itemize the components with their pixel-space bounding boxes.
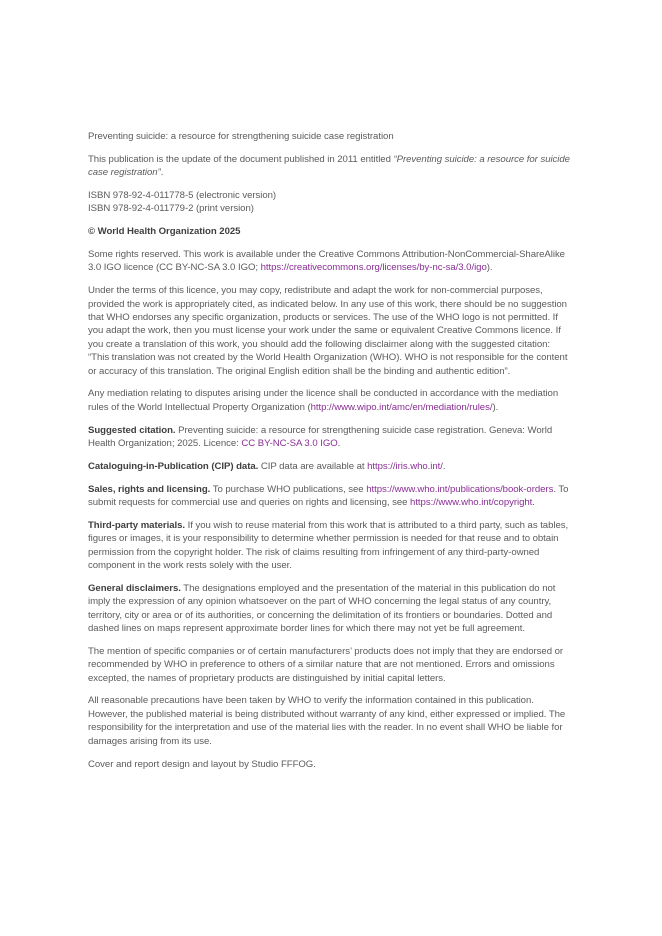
copyright-link[interactable]: https://www.who.int/copyright (410, 497, 533, 509)
update-end: . (160, 167, 164, 179)
general-disclaimers-paragraph (88, 582, 572, 636)
mediation-end: ). (492, 401, 499, 413)
rights-end: ). (486, 262, 493, 274)
cip-text: CIP data are available at (258, 460, 368, 472)
citation-text: Preventing suicide: a resource for strengthening suicide case registration. Geneva: World Health Organization; 2025. Licence: (88, 424, 553, 450)
isbn-electronic: ISBN 978-92-4-011778-5 (electronic version) (88, 190, 277, 201)
sales-text: To purchase WHO publications, see (210, 483, 367, 495)
page-content (88, 130, 572, 780)
sales-paragraph (88, 483, 572, 510)
third-party-text: If you wish to reuse material from this work that is attributed to a third party, such as tables, figures or images, it is your responsibility to determine whether permission is needed for that reuse and to obtain permission from the copyright holder. The risk of claims resulting from infringement of any third-party-owned component in the work rests solely with the user. (88, 519, 569, 572)
sales-end: . (532, 497, 535, 509)
design-credit: Cover and report design and layout by Studio FFFOG. (88, 758, 316, 770)
rights-paragraph (88, 248, 572, 275)
suggested-citation-label: Suggested citation. (88, 424, 176, 436)
iris-link[interactable]: https://iris.who.int/ (367, 460, 443, 472)
creative-commons-link[interactable]: https://creativecommons.org/licenses/by-nc-sa/3.0/igo (260, 262, 487, 274)
cip-paragraph (88, 460, 572, 473)
cip-end: . (442, 460, 446, 472)
wipo-mediation-link[interactable]: http://www.wipo.int/amc/en/mediation/rules/ (310, 401, 493, 413)
suggested-citation-paragraph (88, 424, 572, 451)
mention-paragraph: The mention of specific companies or of certain manufacturers’ products does not imply that they are endorsed or recommended by WHO in preference to others of a similar nature that are not mentioned. Errors and omissions excepted, the names of proprietary products are distinguished by initial capital letters. (88, 645, 564, 684)
general-disclaimers-label: General disclaimers. (88, 582, 181, 594)
mediation-text: Any mediation relating to disputes arising under the licence shall be conducted in accordance with the mediation rules of the World Intellectual Property Organization ( (88, 388, 559, 413)
update-note (88, 153, 572, 180)
licence-link[interactable]: CC BY-NC-SA 3.0 IGO (241, 438, 338, 450)
licence-terms-paragraph: Under the terms of this licence, you may copy, redistribute and adapt the work for non-commercial purposes, provided the work is appropriately cited, as indicated below. In any use of this work, there should be no suggestion that WHO endorses any specific organization, products or services. The use of the WHO logo is not permitted. If you adapt the work, then you must license your work under the same or equivalent Creative Commons licence. If you create a translation of this work, you should add the following disclaimer along with the suggested citation: “This translation was not created by the World Health Organization (WHO). WHO is not responsible for the content or accuracy of this translation. The original English edition shall be the binding and authentic edition”. (88, 285, 568, 377)
sales-text-2: . To submit requests for commercial use and queries on rights and licensing, see (88, 483, 569, 509)
sales-label: Sales, rights and licensing. (88, 483, 211, 495)
mediation-paragraph (88, 387, 572, 414)
rights-text: Some rights reserved. This work is available under the Creative Commons Attribution-NonCommercial-ShareAlike 3.0 IGO licence (CC BY-NC-SA 3.0 IGO; (88, 249, 565, 274)
isbn-print: ISBN 978-92-4-011779-2 (print version) (88, 203, 254, 215)
previous-edition-title: “Preventing suicide: a resource for suicide case registration” (88, 153, 570, 179)
document-title-line: Preventing suicide: a resource for strengthening suicide case registration (88, 131, 394, 142)
third-party-paragraph (88, 519, 572, 573)
citation-end: . (337, 438, 341, 450)
cip-label: Cataloguing-in-Publication (CIP) data. (88, 460, 259, 472)
update-text: This publication is the update of the document published in 2011 entitled (88, 153, 394, 165)
book-orders-link[interactable]: https://www.who.int/publications/book-orders (366, 483, 554, 495)
general-disclaimers-text: The designations employed and the presentation of the material in this publication do not imply the expression of any opinion whatsoever on the part of WHO concerning the legal status of any country, territory, city or area or of its authorities, or concerning the delimitation of its frontiers or boundaries. Dotted and dashed lines on maps represent approximate border lines for which there may not yet be full agreement. (88, 582, 556, 635)
precautions-paragraph: All reasonable precautions have been taken by WHO to verify the information contained in this publication. However, the published material is being distributed without warranty of any kind, either expressed or implied. The responsibility for the interpretation and use of the material lies with the reader. In no event shall WHO be liable for damages arising from its use. (88, 695, 566, 747)
third-party-label: Third-party materials. (88, 519, 185, 531)
isbn-block (88, 189, 572, 216)
copyright-notice: © World Health Organization 2025 (88, 226, 241, 238)
